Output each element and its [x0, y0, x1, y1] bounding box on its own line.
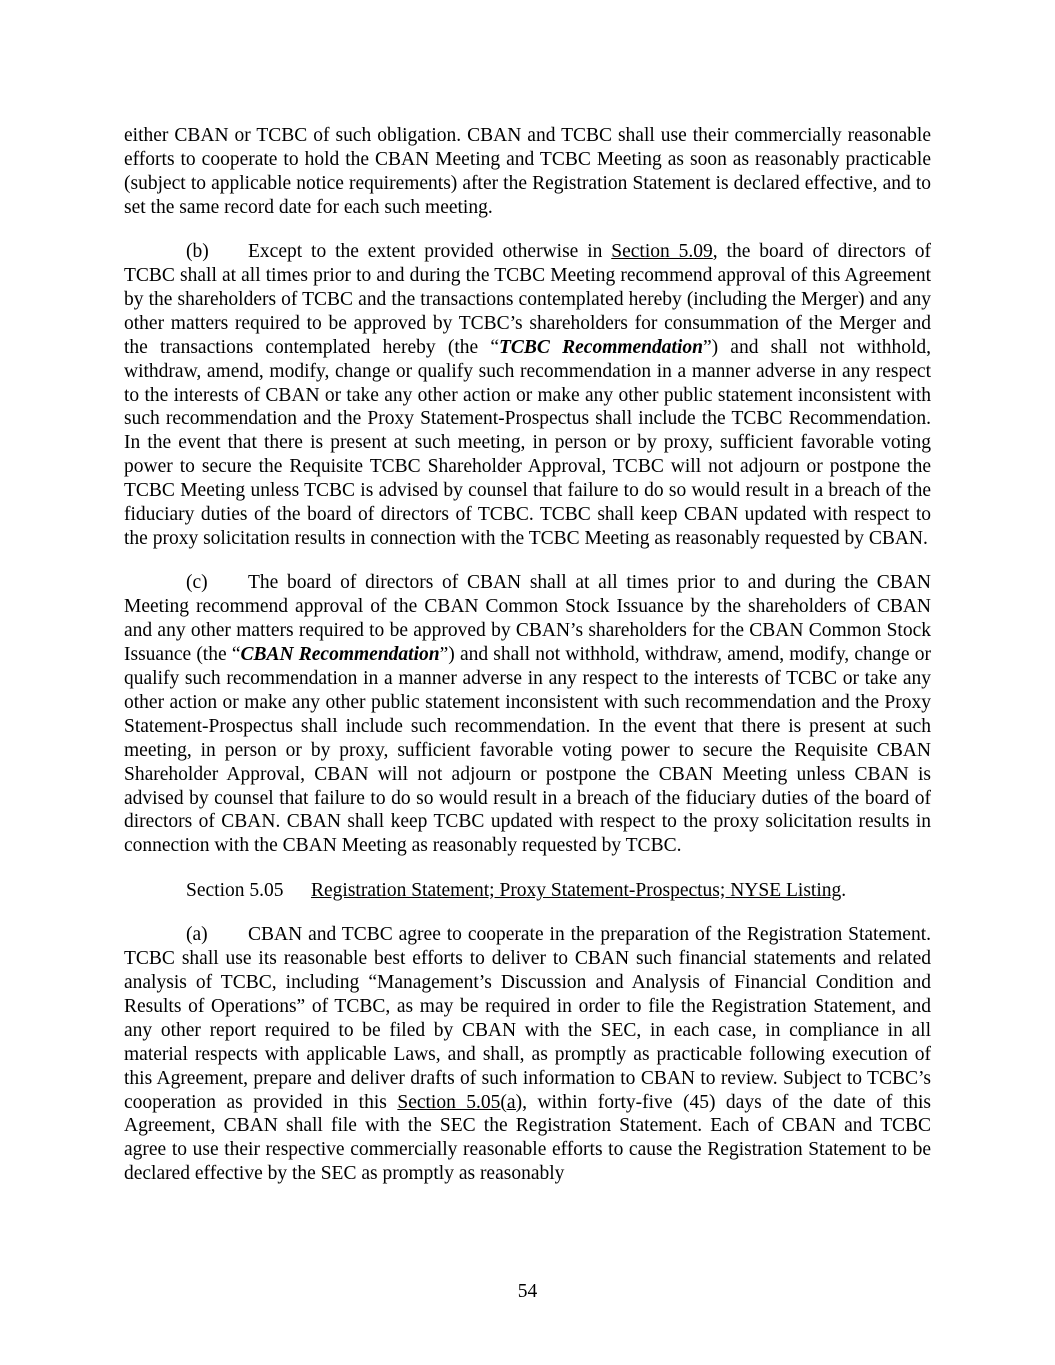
paragraph-text: Except to the extent provided otherwise in: [248, 241, 612, 263]
paragraph-continuation: [124, 124, 931, 220]
defined-term: TCBC Recommendation: [499, 336, 703, 358]
paragraph-label: (a): [186, 924, 208, 946]
section-reference: Section 5.09: [611, 241, 713, 263]
paragraph-a: [124, 923, 931, 1186]
section-number: Section 5.05: [186, 879, 284, 901]
paragraph-text: , within forty-five (45) days of the date of this Agreement, CBAN shall file with the SEC the Registration Statement. Each of CBAN and TCBC agree to use their respective commercially reasonable efforts to cause the Registration Statement to be declared effective by the SEC as promptly as reasonably: [124, 1091, 932, 1185]
paragraph-c: [124, 571, 931, 858]
section-title: Registration Statement; Proxy Statement-Prospectus; NYSE Listing: [311, 879, 842, 901]
page-number: 54: [517, 1281, 538, 1302]
defined-term: CBAN Recommendation: [240, 644, 440, 666]
paragraph-text: The board of directors of CBAN shall at all times prior to and during the CBAN Meeting recommend approval of the CBAN Common Stock Issuance by the shareholders of CBAN and any other matters required to be approved by CBAN’s shareholders for the CBAN Common Stock Issuance (the “: [124, 572, 931, 666]
paragraph-label: (c): [186, 572, 208, 594]
section-heading: [124, 879, 931, 903]
paragraph-label: (b): [186, 241, 209, 263]
section-title-punctuation: .: [841, 879, 847, 901]
section-reference: Section 5.05(a): [397, 1091, 523, 1113]
paragraph-text: ”) and shall not withhold, withdraw, amend, modify, change or qualify such recommendation in a manner adverse in any respect to the interests of TCBC or take any other action or make any other public statement inconsistent with such recommendation and the Proxy Statement-Prospectus shall include such recommendation. In the event that there is present at such meeting, in person or by proxy, sufficient favorable voting power to secure the Requisite CBAN Shareholder Approval, CBAN will not adjourn or postpone the CBAN Meeting unless CBAN is advised by counsel that failure to do so would result in a breach of the fiduciary duties of the board of directors of CBAN. CBAN shall keep TCBC updated with respect to the proxy solicitation results in connection with the CBAN Meeting as reasonably requested by TCBC.: [124, 644, 932, 857]
paragraph-text: either CBAN or TCBC of such obligation. CBAN and TCBC shall use their commercially reasonable efforts to cooperate to hold the CBAN Meeting and TCBC Meeting as soon as reasonably practicable (subject to applicable notice requirements) after the Registration Statement is declared effective, and to set the same record date for each such meeting.: [124, 125, 931, 218]
paragraph-text: , the board of directors of TCBC shall at all times prior to and during the TCBC Meeting recommend approval of this Agreement by the shareholders of TCBC and the transactions contemplated hereby (including the Merger) and any other matters required to be approved by TCBC’s shareholders for consummation of the Merger and the transactions contemplated hereby (the “: [124, 241, 931, 358]
document-page: [124, 124, 931, 1186]
paragraph-text: ”) and shall not withhold, withdraw, amend, modify, change or qualify such recommendation in a manner adverse in any respect to the interests of CBAN or take any other action or make any other public statement inconsistent with such recommendation and the Proxy Statement-Prospectus shall include the TCBC Recommendation. In the event that there is present at such meeting, in person or by proxy, sufficient favorable voting power to secure the Requisite TCBC Shareholder Approval, TCBC will not adjourn or postpone the TCBC Meeting unless TCBC is advised by counsel that failure to do so would result in a breach of the fiduciary duties of the board of directors of TCBC. TCBC shall keep CBAN updated with respect to the proxy solicitation results in connection with the TCBC Meeting as reasonably requested by CBAN.: [124, 336, 932, 549]
paragraph-b: [124, 240, 931, 551]
paragraph-text: CBAN and TCBC agree to cooperate in the preparation of the Registration Statement. TCBC shall use its reasonable best efforts to deliver to CBAN such financial statements and related analysis of TCBC, including “Management’s Discussion and Analysis of Financial Condition and Results of Operations” of TCBC, as may be required in order to file the Registration Statement, and any other report required to be filed by CBAN with the SEC, in each case, in compliance in all material respects with applicable Laws, and shall, as promptly as practicable following execution of this Agreement, prepare and deliver drafts of such information to CBAN to review. Subject to TCBC’s cooperation as provided in this: [124, 924, 931, 1113]
